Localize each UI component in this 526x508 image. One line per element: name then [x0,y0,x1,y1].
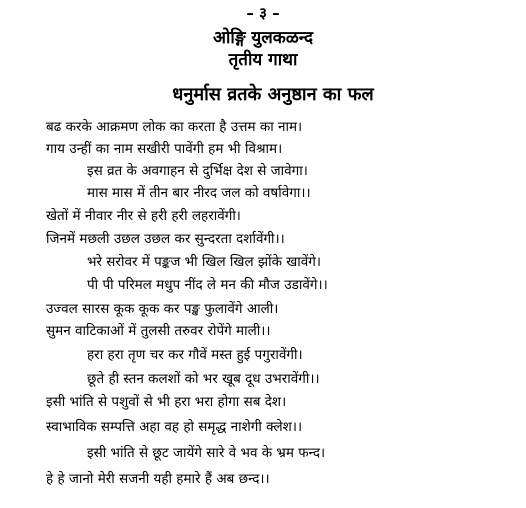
page-subtitle: तृतीय गाथा [228,50,298,70]
verse-line: भरे सरोवर में पङ्कज भी खिल खिल झोंके खावेंगे। [87,254,322,270]
page-number: – ३ – [246,4,280,22]
verse-line: इस व्रत के अवगाहन से दुर्भिक्ष देश से जावेगा। [87,163,308,179]
section-heading: धनुर्मास व्रतके अनुष्ठान का फल [172,84,374,105]
verse-line: इसी भांति से पशुवों से भी हरा भरा होगा सब देश। [46,394,287,410]
verse-line: खेतों में नीवार नीर से हरी हरी लहरावेंगी। [46,208,241,224]
verse-line: गाय उन्हीं का नाम सखीरी पावेंगी हम भी विश्राम। [46,141,283,157]
verse-line: हे हे जानो मेरी सजनी यही हमारे हैं अब छन्द।। [46,471,270,487]
page-title: ओङ्गि युलकळन्द [212,28,314,48]
verse-line: स्वाभाविक सम्पत्ति अहा वह हो समृद्ध नाशेगी क्लेश।। [46,419,303,435]
verse-line: सुमन वाटिकाओं में तुलसी तरुवर रोपेंगे माली।। [46,323,271,339]
verse-line: जिनमें मछली उछल उछल कर सुन्दरता दर्शावेंगी।। [46,231,285,247]
verse-line: उज्वल सारस कूक कूक कर पङ्ख फुलावेंगे आली। [46,301,279,317]
verse-line: छूते ही स्तन कलशों को भर खूब दूध उभरावेंगी।। [87,371,320,387]
verse-line: बढ करके आक्रमण लोक का करता है उत्तम का नाम। [46,119,303,135]
verse-line: मास मास में तीन बार नीरद जल को वर्षावेगा।। [87,185,311,201]
verse-line: हरा हरा तृण चर कर गौवें मस्त हुई पगुरावेंगी। [87,347,303,363]
verse-line: पी पी परिमल मधुप नींद ले मन की मौज उडावेंगे।। [87,277,328,293]
verse-line: इसी भांति से छूट जायेंगे सारे वे भव के भ्रम फन्द। [87,445,326,461]
